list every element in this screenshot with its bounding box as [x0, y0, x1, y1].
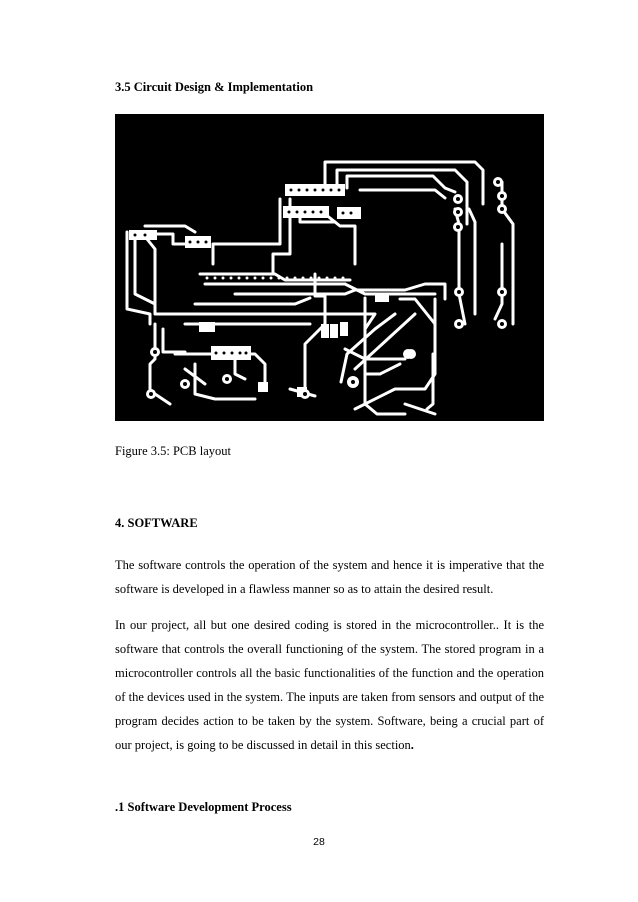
- software-heading: 4. SOFTWARE: [115, 516, 198, 530]
- subsection-heading: .1 Software Development Process: [115, 800, 292, 814]
- figure-caption: Figure 3.5: PCB layout: [115, 444, 231, 458]
- pcb-layout-drawing: [115, 114, 544, 421]
- paragraph-1: The software controls the operation of the system and hence it is imperative that the software is developed in a flawless manner so as to attain the desired result.: [115, 558, 544, 596]
- paragraph-2-text: In our project, all but one desired coding is stored in the microcontroller.. It is the software that controls the overall functioning of the system. The stored program in a microcontroller controls all the basic functionalities of the function and the operation of the devices used in the system. The inputs are taken from sensors and output of the program decides action to be taken by the system. Software, being a crucial part of our project, is going to be discussed in detail in this section: [115, 618, 544, 752]
- pcb-layout-figure: [115, 114, 544, 421]
- section-heading: 3.5 Circuit Design & Implementation: [115, 80, 314, 94]
- page-number: 28: [313, 836, 325, 848]
- paragraph-2-end: .: [410, 738, 414, 752]
- paragraph-2: [115, 613, 544, 757]
